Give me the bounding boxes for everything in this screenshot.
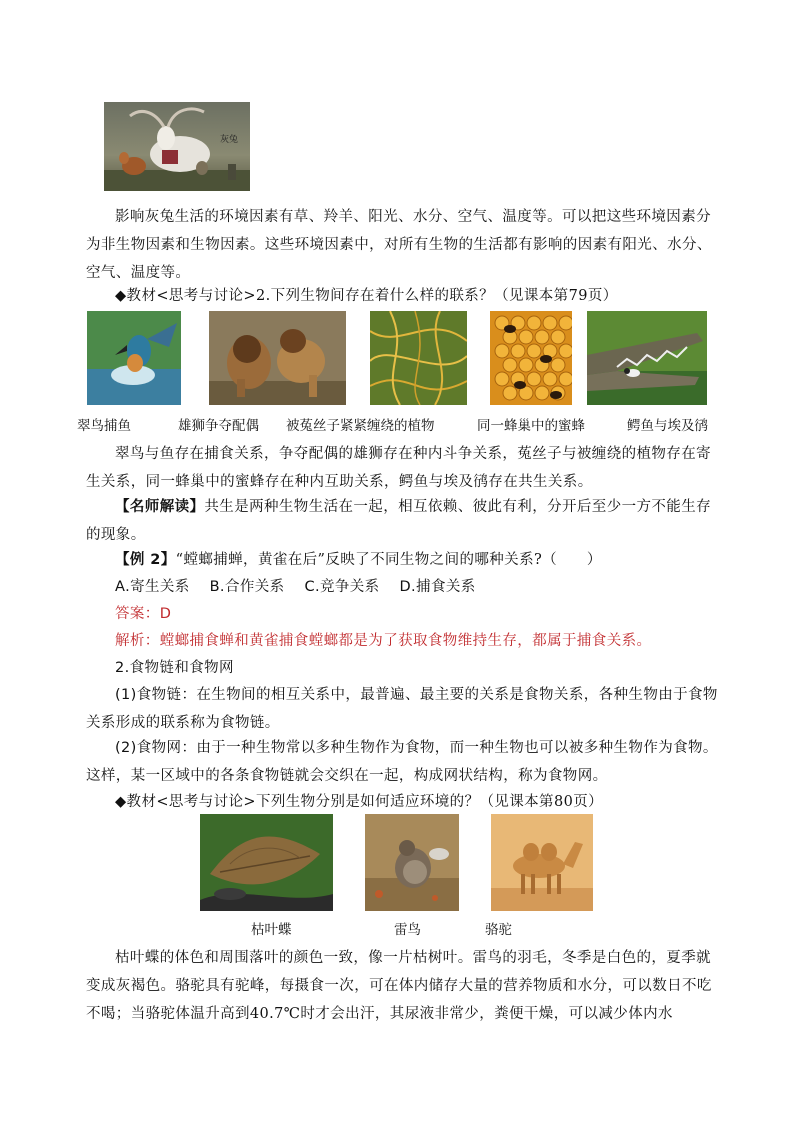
caption-dodder: 被菟丝子紧紧缠绕的植物 <box>286 418 435 434</box>
paragraph-environment: 影响灰兔生活的环境因素有草、羚羊、阳光、水分、空气、温度等。可以把这些环境因素分为非生物因素和生物因素。这些环境因素中，对所有生物的生活都有影响的因素有阳光、水分、空气、温度等。 <box>86 209 712 281</box>
caption-crocodile: 鳄鱼与埃及鸻 <box>627 418 708 434</box>
camel-photo <box>491 814 593 911</box>
caption-lions: 雄狮争夺配偶 <box>178 418 259 434</box>
caption-leaf-butterfly: 枯叶蝶 <box>251 922 292 938</box>
example-2 <box>86 546 722 574</box>
lions-photo <box>209 311 346 405</box>
textbook-question-2: ◆教材<思考与讨论>2.下列生物间存在着什么样的联系？（见课本第79页） <box>115 288 618 304</box>
example-text: “螳螂捕蝉，黄雀在后”反映了不同生物之间的哪种关系?（ ） <box>175 552 602 568</box>
teacher-tag: 【名师解读】 <box>115 499 205 515</box>
paragraph-relations: 翠鸟与鱼存在捕食关系，争夺配偶的雄狮存在种内斗争关系，菟丝子与被缠绕的植物存在寄生关系，同一蜂巢中的蜜蜂存在种内互助关系，鳄鱼与埃及鸻存在共生关系。 <box>86 446 711 490</box>
honeycomb-bees-photo <box>490 311 572 405</box>
caption-ptarmigan: 雷鸟 <box>394 922 421 938</box>
example-options: A.寄生关系 B.合作关系 C.竞争关系 D.捕食关系 <box>115 579 476 595</box>
teacher-text: 共生是两种生物生活在一起，相互依赖、彼此有利，分开后至少一方不能生存的现象。 <box>86 499 712 543</box>
food-web-definition: (2)食物网：由于一种生物常以多种生物作为食物，而一种生物也可以被多种生物作为食物。这样，某一区域中的各条食物链就会交织在一起，构成网状结构，称为食物网。 <box>86 740 718 784</box>
section-title: 2.食物链和食物网 <box>115 660 234 676</box>
crocodile-plover-photo <box>587 311 707 405</box>
kingfisher-photo <box>87 311 181 405</box>
caption-bees: 同一蜂巢中的蜜蜂 <box>477 418 585 434</box>
paragraph-adaptation: 枯叶蝶的体色和周围落叶的颜色一致，像一片枯树叶。雷鸟的羽毛，冬季是白色的，夏季就变成灰褐色。骆驼具有驼峰，每摄食一次，可在体内储存大量的营养物质和水分，可以数日不吃不喝；当骆驼体温升高到40.7℃时才会出汗，其尿液非常少，粪便干燥，可以减少体内水 <box>86 950 712 1022</box>
analysis: 解析：螳螂捕食蝉和黄雀捕食螳螂都是为了获取食物维持生存，都属于捕食关系。 <box>115 633 652 649</box>
image-label: 灰兔 <box>220 135 239 145</box>
food-chain-definition: (1)食物链：在生物间的相互关系中，最普遍、最主要的关系是食物关系，各种生物由于食物关系形成的联系称为食物链。 <box>86 687 718 731</box>
ptarmigan-photo <box>365 814 459 911</box>
answer: 答案：D <box>115 606 172 622</box>
dodder-plant-photo <box>370 311 467 405</box>
caption-camel: 骆驼 <box>485 922 512 938</box>
leaf-butterfly-photo <box>200 814 333 911</box>
goat-hare-image <box>104 102 250 191</box>
example-tag: 【例 2】 <box>115 552 176 568</box>
teacher-interpretation <box>86 493 722 549</box>
textbook-question-3: ◆教材<思考与讨论>下列生物分别是如何适应环境的？（见课本第80页） <box>115 794 603 810</box>
caption-kingfisher: 翠鸟捕鱼 <box>77 418 131 434</box>
